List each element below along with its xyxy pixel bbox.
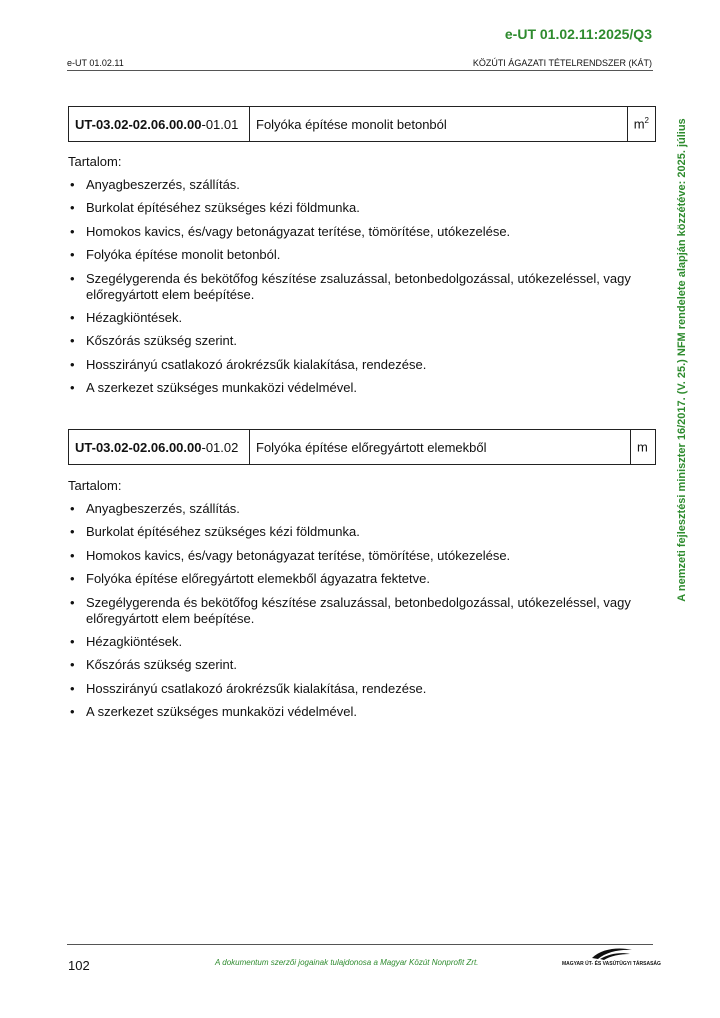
- document-code: e-UT 01.02.11:2025/Q3: [504, 26, 652, 42]
- page-number: 102: [68, 958, 90, 973]
- logo-text: MAGYAR ÚT- ÉS VASÚTÜGYI TÁRSASÁG: [562, 961, 661, 967]
- list-item: • Anyagbeszerzés, szállítás.: [70, 177, 240, 192]
- logo-swoosh-icon: [562, 946, 654, 962]
- list-item: • Hosszirányú csatlakozó árokrézsűk kialakítása, rendezése.: [70, 680, 427, 696]
- item-title: Folyóka építése előregyártott elemekből: [250, 430, 631, 465]
- list-item: • A szerkezet szükséges munkaközi védelmével.: [70, 380, 357, 396]
- item-content-1: [68, 154, 656, 404]
- list-item: • Kőszórás szükség szerint.: [70, 657, 238, 673]
- header-left-text: e-UT 01.02.11: [67, 58, 124, 68]
- list-item: • Anyagbeszerzés, szállítás.: [70, 501, 240, 516]
- item-code: UT-03.02-02.06.00.00-01.02: [69, 430, 250, 465]
- content-label: Tartalom:: [68, 478, 122, 493]
- copyright-notice: A dokumentum szerzői jogainak tulajdonosa a Magyar Közút Nonprofit Zrt.: [215, 958, 479, 967]
- list-item: • Hosszirányú csatlakozó árokrézsűk kialakítása, rendezése.: [70, 356, 427, 372]
- list-item: • Folyóka építése előregyártott elemekből ágyazatra fektetve.: [70, 571, 430, 587]
- list-item: • Kőszórás szükség szerint.: [70, 333, 238, 349]
- header-divider: [67, 70, 653, 71]
- content-label: Tartalom:: [68, 154, 122, 169]
- list-item: • Hézagkiöntések.: [70, 309, 183, 325]
- list-item: • Szegélygerenda és bekötőfog készítése zsaluzással, betonbedolgozással, utókezeléssel, vagy előregyártott elem beépítése.: [70, 270, 631, 302]
- list-item: • Homokos kavics, és/vagy betonágyazat terítése, tömörítése, utókezelése.: [70, 223, 511, 239]
- item-code: UT-03.02-02.06.00.00-01.01: [69, 107, 250, 142]
- list-item: • Burkolat építéséhez szükséges kézi földmunka.: [70, 200, 360, 216]
- society-logo: [562, 946, 661, 972]
- list-item: • Homokos kavics, és/vagy betonágyazat terítése, tömörítése, utókezelése.: [70, 547, 511, 563]
- side-publication-note: A nemzeti fejlesztési miniszter 16/2017. (V. 25.) NFM rendelete alapján közzétéve: 2025. július: [676, 118, 688, 602]
- footer-divider: [67, 944, 653, 945]
- content-bullet-list: [68, 177, 656, 396]
- item-table-1: [68, 106, 656, 142]
- content-bullet-list: [68, 501, 656, 720]
- item-title: Folyóka építése monolit betonból: [250, 107, 628, 142]
- item-unit: $m^2$: [627, 107, 655, 142]
- header-right-text: KÖZÚTI ÁGAZATI TÉTELRENDSZER (KÁT): [472, 58, 652, 68]
- list-item: • Hézagkiöntések.: [70, 633, 183, 649]
- item-unit: m: [631, 430, 656, 465]
- item-table-2: [68, 429, 656, 465]
- list-item: • Folyóka építése monolit betonból.: [70, 247, 281, 263]
- list-item: • A szerkezet szükséges munkaközi védelmével.: [70, 704, 357, 720]
- list-item: • Szegélygerenda és bekötőfog készítése zsaluzással, betonbedolgozással, utókezeléssel, vagy előregyártott elem beépítése.: [70, 594, 631, 626]
- item-content-2: [68, 478, 656, 728]
- list-item: • Burkolat építéséhez szükséges kézi földmunka.: [70, 524, 360, 540]
